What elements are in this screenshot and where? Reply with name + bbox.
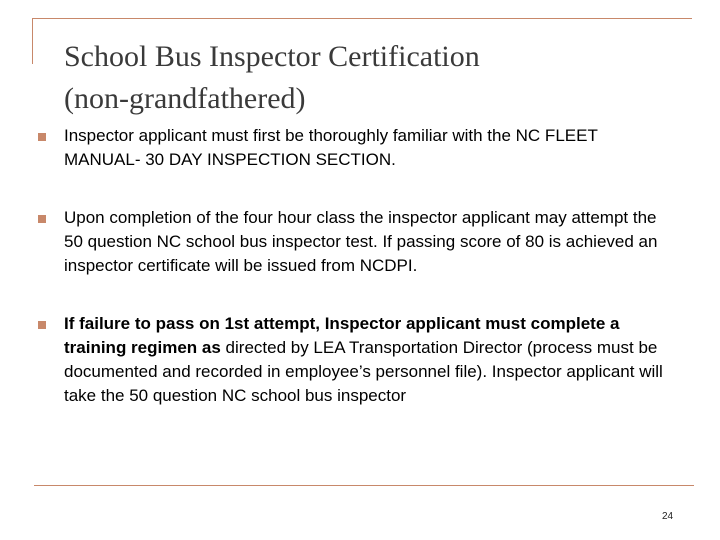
square-bullet-icon [38, 321, 46, 329]
page-number: 24 [662, 511, 674, 522]
bullet-text-2: Upon completion of the four hour class the inspector applicant may attempt the 50 question NC school bus inspector test. If passing score of 80 is achieved an inspector certificate will be issued from NCDPI. [64, 208, 658, 275]
slide-title-line-2: (non-grandfathered) [64, 82, 306, 115]
bullet-text-1: Inspector applicant must first be thoroughly familiar with the NC FLEET MANUAL- 30 DAY INSPECTION SECTION. [64, 126, 598, 169]
left-border-line [32, 18, 33, 64]
bullet-text-3-bold: If failure to pass on 1st attempt, Inspector applicant must complete a training regimen as [64, 314, 620, 357]
bullet-text-3: directed by LEA Transportation Director (process must be documented and recorded in employee’s personnel file). Inspector applicant will take the 50 question NC school bus inspector [64, 338, 663, 405]
bullet-item-3 [38, 312, 678, 408]
slide-title [64, 36, 684, 120]
square-bullet-icon [38, 215, 46, 223]
bullet-item-2 [38, 206, 678, 278]
top-border-line [32, 18, 692, 19]
square-bullet-icon [38, 133, 46, 141]
bullet-item-1 [38, 124, 678, 172]
bottom-border-line [34, 485, 694, 486]
slide-title-line-1: School Bus Inspector Certification [64, 40, 480, 73]
bullet-list [38, 124, 678, 408]
